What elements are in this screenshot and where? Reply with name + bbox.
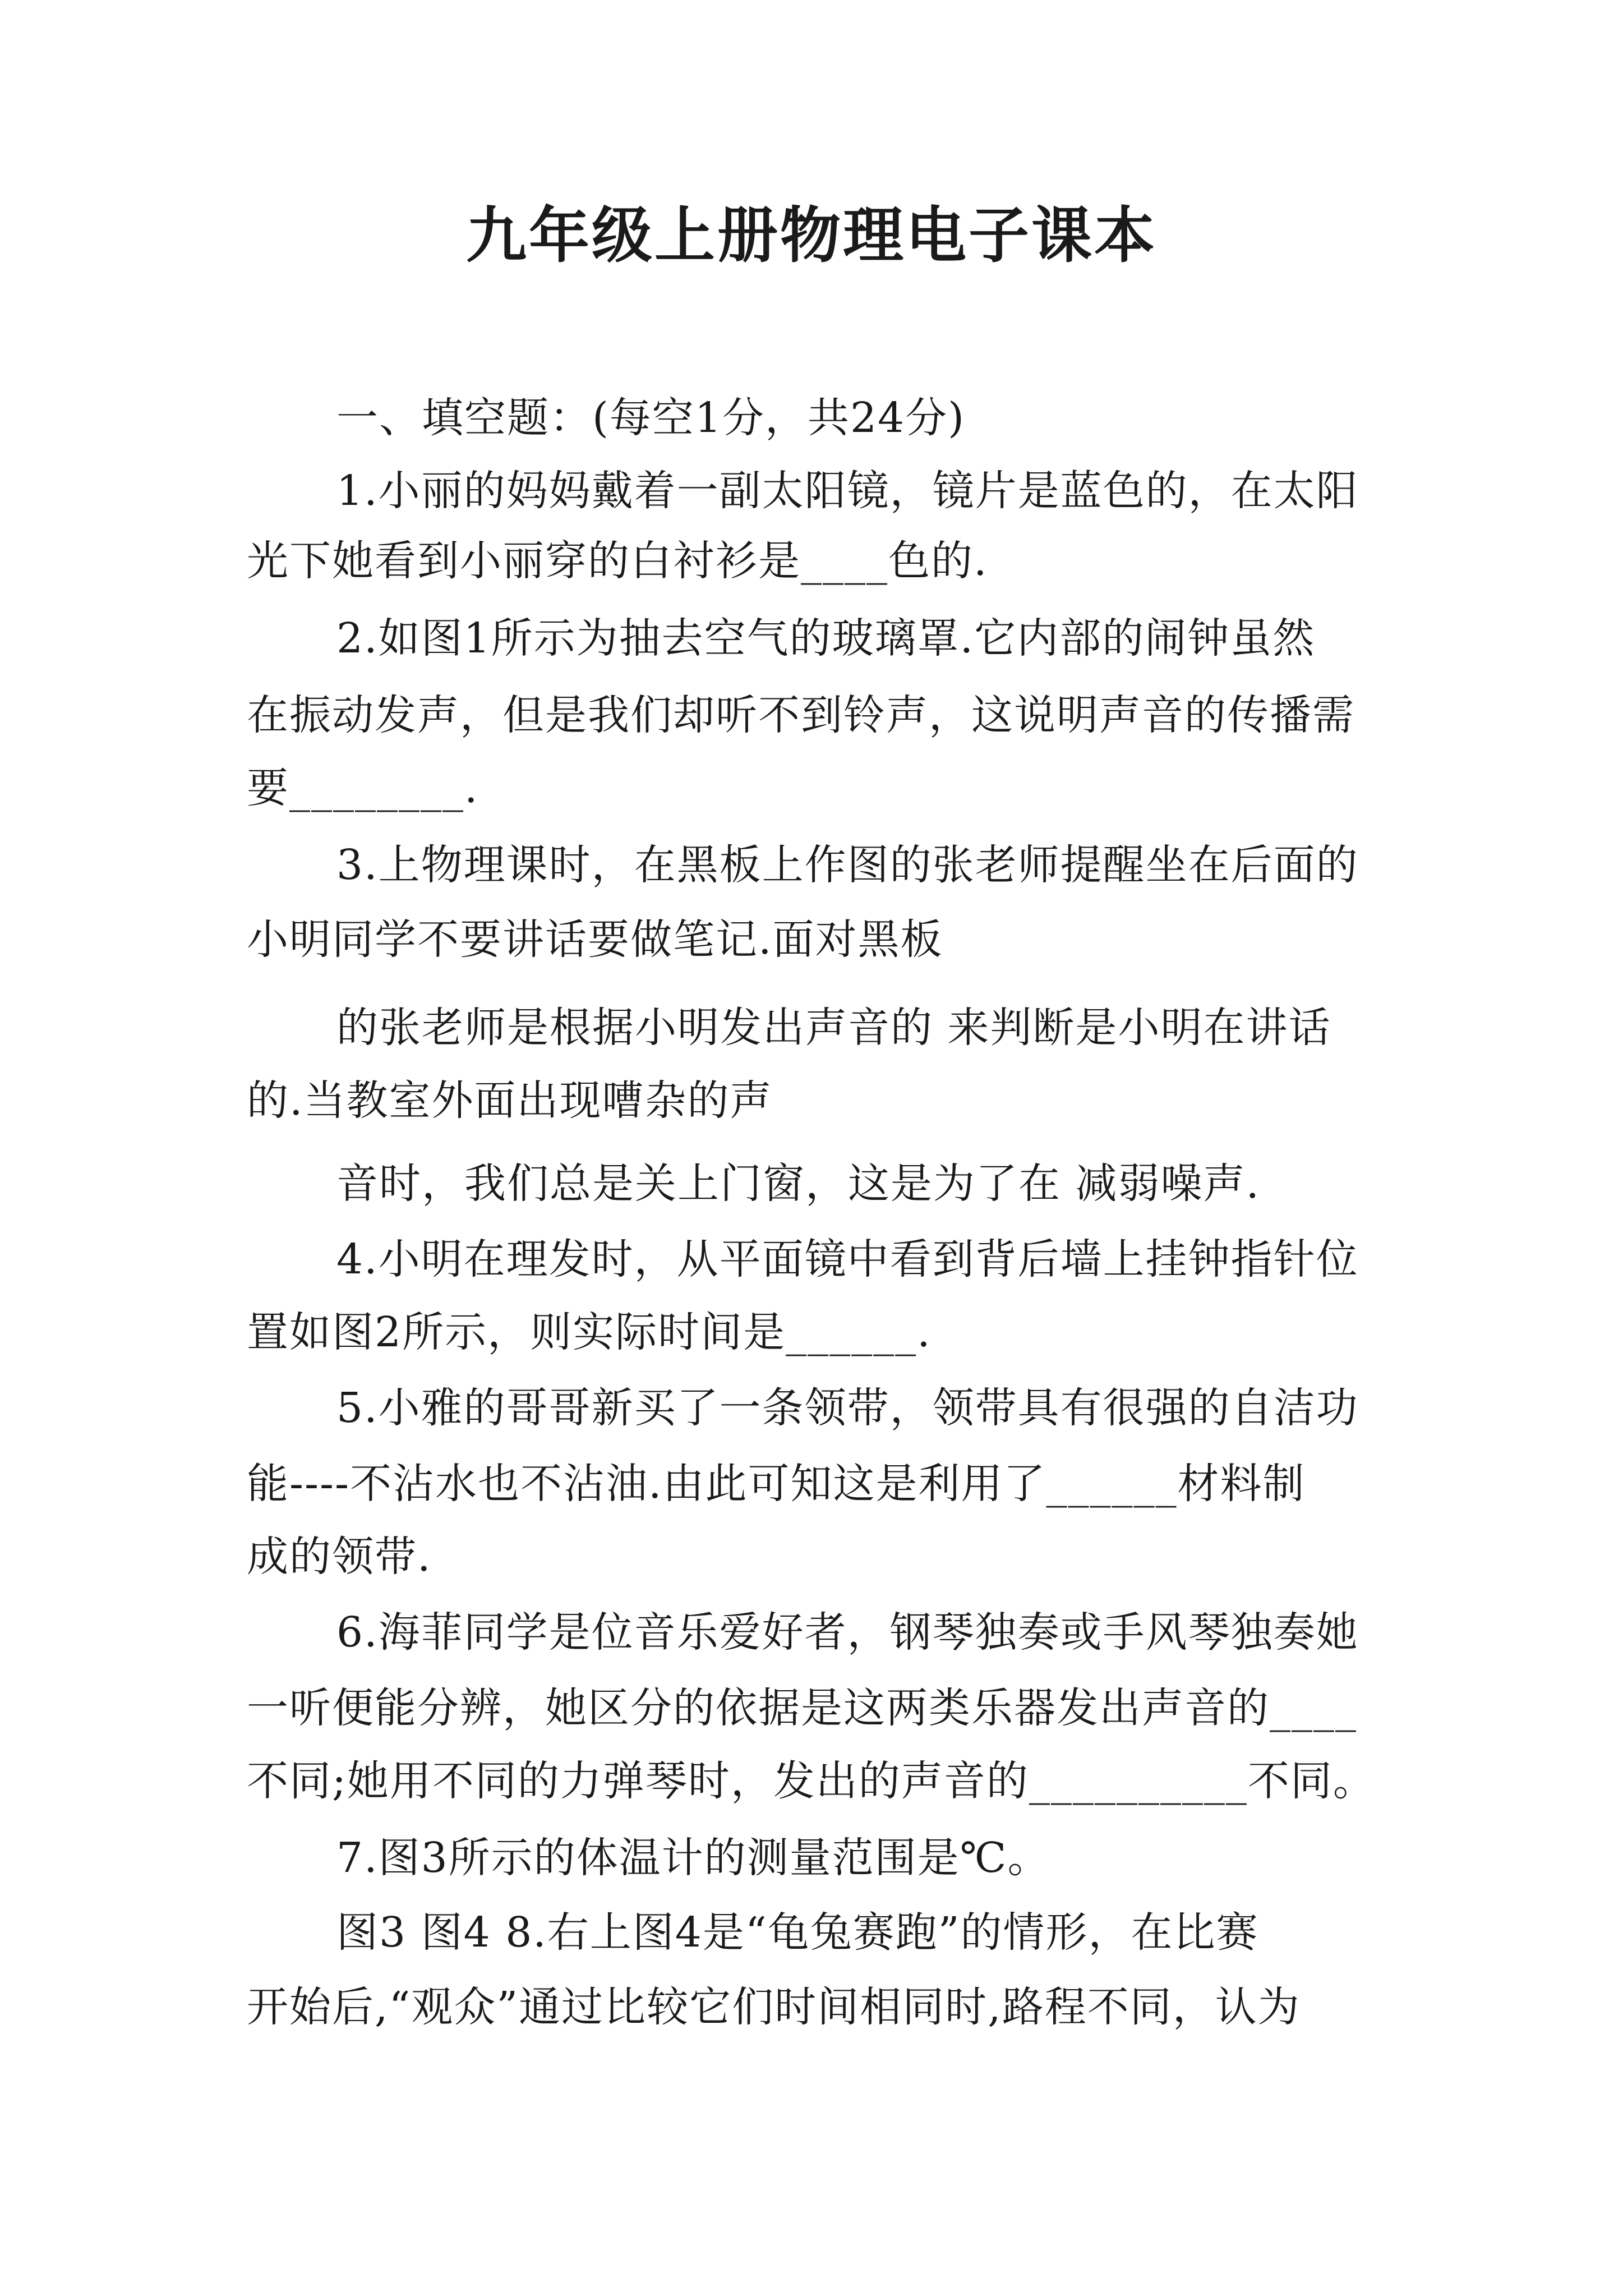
paragraph-line: 7.图3所示的体温计的测量范围是℃。 xyxy=(336,1834,1050,1882)
paragraph-line: 1.小丽的妈妈戴着一副太阳镜，镜片是蓝色的，在太阳 xyxy=(336,467,1359,515)
page-title: 九年级上册物理电子课本 xyxy=(465,200,1157,271)
paragraph-line: 一听便能分辨，她区分的依据是这两类乐器发出声音的____ xyxy=(247,1684,1357,1732)
section-heading: 一、填空题：(每空1分，共24分) xyxy=(336,394,965,442)
paragraph-line: 置如图2所示，则实际时间是______. xyxy=(247,1308,932,1356)
paragraph-line: 开始后,“观众”通过比较它们时间相同时,路程不同，认为 xyxy=(247,1983,1301,2031)
paragraph-line: 的.当教室外面出现嘈杂的声 xyxy=(247,1076,773,1125)
paragraph-line: 要________. xyxy=(247,764,479,812)
paragraph-line: 能----不沾水也不沾油.由此可知这是利用了______材料制 xyxy=(247,1460,1306,1508)
paragraph-line: 音时，我们总是关上门窗，这是为了在 减弱噪声. xyxy=(336,1159,1261,1208)
paragraph-line: 图3 图4 8.右上图4是“龟兔赛跑”的情形，在比赛 xyxy=(336,1908,1259,1957)
paragraph-line: 5.小雅的哥哥新买了一条领带，领带具有很强的自洁功 xyxy=(336,1384,1359,1432)
paragraph-line: 光下她看到小丽穿的白衬衫是____色的. xyxy=(247,537,988,585)
paragraph-line: 不同;她用不同的力弹琴时，发出的声音的__________不同。 xyxy=(247,1757,1376,1805)
paragraph-line: 在振动发声，但是我们却听不到铃声，这说明声音的传播需 xyxy=(247,691,1355,739)
paragraph-line: 的张老师是根据小明发出声音的 来判断是小明在讲话 xyxy=(336,1004,1331,1052)
paragraph-line: 3.上物理课时，在黑板上作图的张老师提醒坐在后面的 xyxy=(336,841,1359,889)
paragraph-line: 小明同学不要讲话要做笔记.面对黑板 xyxy=(247,915,943,964)
paragraph-line: 4.小明在理发时，从平面镜中看到背后墙上挂钟指针位 xyxy=(336,1235,1359,1283)
paragraph-line: 成的领带. xyxy=(247,1533,432,1581)
paragraph-line: 6.海菲同学是位音乐爱好者，钢琴独奏或手风琴独奏她 xyxy=(336,1608,1359,1657)
paragraph-line: 2.如图1所示为抽去空气的玻璃罩.它内部的闹钟虽然 xyxy=(336,614,1316,662)
